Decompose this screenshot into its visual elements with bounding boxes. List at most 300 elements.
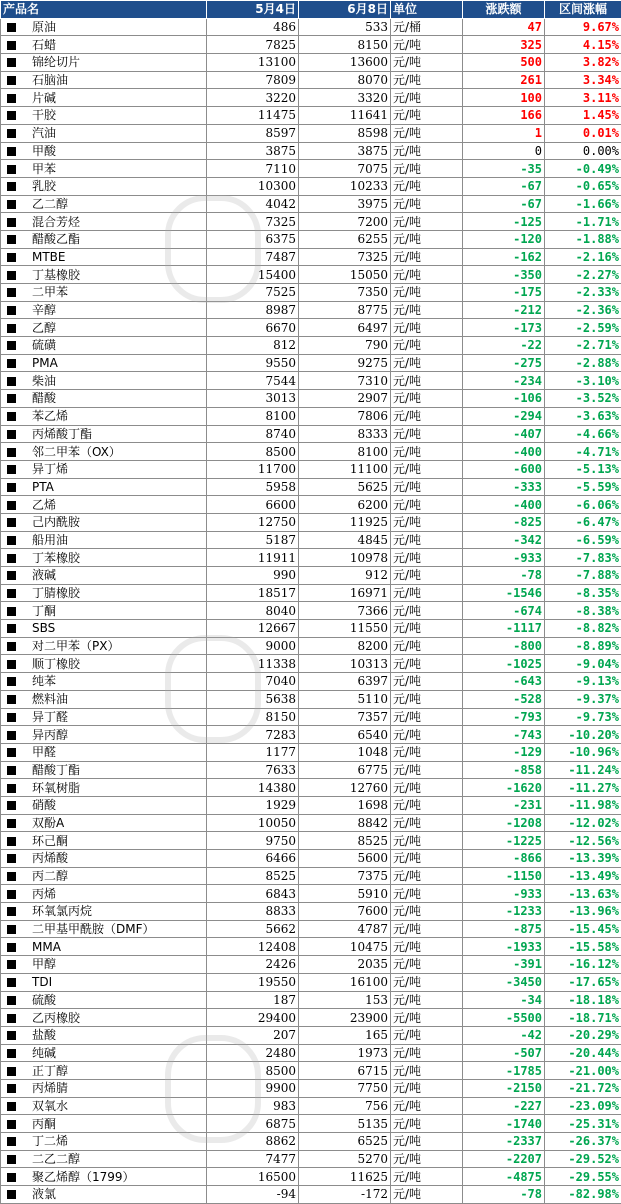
table-row (1, 390, 621, 408)
price-jun-8: 790 (299, 337, 391, 355)
price-jun-8: 8842 (299, 814, 391, 832)
price-may-4: 13100 (207, 54, 299, 72)
change-amount: -212 (463, 301, 545, 319)
bullet-square-icon (7, 996, 16, 1005)
price-may-4: 6670 (207, 319, 299, 337)
change-percent: -7.83% (545, 549, 621, 567)
table-row (1, 71, 621, 89)
unit-cell: 元/吨 (391, 513, 463, 531)
table-row (1, 726, 621, 744)
table-row (1, 743, 621, 761)
change-percent: -82.98% (545, 1186, 621, 1204)
change-amount: -643 (463, 673, 545, 691)
change-amount: -125 (463, 213, 545, 231)
product-name: 汽油 (32, 126, 56, 140)
bullet-square-icon (7, 1173, 16, 1182)
table-row (1, 796, 621, 814)
change-amount: -600 (463, 460, 545, 478)
change-amount: -294 (463, 407, 545, 425)
price-may-4: 8862 (207, 1133, 299, 1151)
unit-cell: 元/吨 (391, 248, 463, 266)
unit-cell: 元/吨 (391, 1026, 463, 1044)
bullet-square-icon (7, 589, 16, 598)
bullet-square-icon (7, 412, 16, 421)
change-amount: 0 (463, 142, 545, 160)
bullet-square-icon (7, 23, 16, 32)
unit-cell: 元/吨 (391, 1168, 463, 1186)
change-percent: -3.10% (545, 372, 621, 390)
product-name: 聚乙烯醇（1799） (32, 1170, 135, 1184)
price-jun-8: 16971 (299, 584, 391, 602)
price-may-4: 5662 (207, 920, 299, 938)
price-jun-8: 8100 (299, 443, 391, 461)
table-row (1, 107, 621, 125)
bullet-square-icon (7, 695, 16, 704)
change-percent: -1.88% (545, 230, 621, 248)
bullet-square-icon (7, 571, 16, 580)
unit-cell: 元/吨 (391, 832, 463, 850)
table-row (1, 956, 621, 974)
price-jun-8: 7375 (299, 867, 391, 885)
unit-cell: 元/吨 (391, 779, 463, 797)
table-row (1, 567, 621, 585)
change-percent: -3.63% (545, 407, 621, 425)
product-name: 甲酸 (32, 144, 56, 158)
change-amount: -275 (463, 354, 545, 372)
bullet-square-icon (7, 200, 16, 209)
unit-cell: 元/吨 (391, 885, 463, 903)
price-may-4: 12667 (207, 620, 299, 638)
bullet-square-icon (7, 854, 16, 863)
price-may-4: 8500 (207, 443, 299, 461)
product-name: 硝酸 (32, 798, 56, 812)
unit-cell: 元/吨 (391, 673, 463, 691)
table-row (1, 1026, 621, 1044)
unit-cell: 元/吨 (391, 177, 463, 195)
product-name: 对二甲苯（PX） (32, 639, 119, 653)
product-name: TDI (32, 975, 52, 989)
change-percent: -2.27% (545, 266, 621, 284)
unit-cell: 元/吨 (391, 319, 463, 337)
product-name-cell (1, 1168, 207, 1186)
price-jun-8: 6255 (299, 230, 391, 248)
product-name-cell (1, 177, 207, 195)
unit-cell: 元/吨 (391, 1097, 463, 1115)
table-row (1, 160, 621, 178)
change-amount: -342 (463, 531, 545, 549)
price-jun-8: 5910 (299, 885, 391, 903)
bullet-square-icon (7, 165, 16, 174)
unit-cell: 元/吨 (391, 1150, 463, 1168)
table-row (1, 337, 621, 355)
header-jun-8: 6月8日 (299, 1, 391, 19)
bullet-square-icon (7, 943, 16, 952)
table-row (1, 531, 621, 549)
price-may-4: 11475 (207, 107, 299, 125)
table-row (1, 761, 621, 779)
price-jun-8: 1973 (299, 1044, 391, 1062)
change-amount: -34 (463, 991, 545, 1009)
bullet-square-icon (7, 766, 16, 775)
price-may-4: 8100 (207, 407, 299, 425)
unit-cell: 元/吨 (391, 443, 463, 461)
product-name-cell (1, 1026, 207, 1044)
unit-cell: 元/吨 (391, 124, 463, 142)
table-row (1, 637, 621, 655)
price-may-4: 1177 (207, 743, 299, 761)
change-percent: -13.49% (545, 867, 621, 885)
bullet-square-icon (7, 501, 16, 510)
change-amount: -1740 (463, 1115, 545, 1133)
price-jun-8: 6200 (299, 496, 391, 514)
change-amount: -507 (463, 1044, 545, 1062)
bullet-square-icon (7, 978, 16, 987)
price-jun-8: 3320 (299, 89, 391, 107)
unit-cell: 元/吨 (391, 850, 463, 868)
change-amount: -227 (463, 1097, 545, 1115)
product-name-cell (1, 903, 207, 921)
product-name: 苯乙烯 (32, 409, 68, 423)
table-row (1, 708, 621, 726)
change-percent: -9.04% (545, 655, 621, 673)
product-name-cell (1, 956, 207, 974)
header-product-name: 产品名 (1, 1, 207, 19)
unit-cell: 元/吨 (391, 708, 463, 726)
product-name: 丙烯腈 (32, 1081, 68, 1095)
bullet-square-icon (7, 536, 16, 545)
unit-cell: 元/吨 (391, 1133, 463, 1151)
change-percent: -7.88% (545, 567, 621, 585)
unit-cell: 元/吨 (391, 142, 463, 160)
table-row (1, 407, 621, 425)
product-name: 乙烯 (32, 498, 56, 512)
product-name-cell (1, 496, 207, 514)
bullet-square-icon (7, 1014, 16, 1023)
change-amount: -858 (463, 761, 545, 779)
price-may-4: 990 (207, 567, 299, 585)
table-row (1, 673, 621, 691)
product-name-cell (1, 142, 207, 160)
product-name: 异丙醇 (32, 728, 68, 742)
change-percent: -2.33% (545, 284, 621, 302)
unit-cell: 元/吨 (391, 690, 463, 708)
table-row (1, 36, 621, 54)
table-row (1, 230, 621, 248)
product-name-cell (1, 637, 207, 655)
bullet-square-icon (7, 1049, 16, 1058)
product-name: 丁苯橡胶 (32, 551, 80, 565)
price-may-4: 7487 (207, 248, 299, 266)
product-name-cell (1, 708, 207, 726)
change-percent: -5.13% (545, 460, 621, 478)
price-jun-8: 165 (299, 1026, 391, 1044)
price-may-4: 12750 (207, 513, 299, 531)
unit-cell: 元/吨 (391, 407, 463, 425)
change-amount: -1546 (463, 584, 545, 602)
change-percent: -2.59% (545, 319, 621, 337)
bullet-square-icon (7, 554, 16, 563)
table-row (1, 195, 621, 213)
product-name-cell (1, 1186, 207, 1204)
change-amount: -1208 (463, 814, 545, 832)
product-name: 硫酸 (32, 993, 56, 1007)
table-row (1, 1079, 621, 1097)
change-percent: -13.96% (545, 903, 621, 921)
price-jun-8: 7600 (299, 903, 391, 921)
change-percent: -11.98% (545, 796, 621, 814)
table-row (1, 1044, 621, 1062)
price-may-4: 5958 (207, 478, 299, 496)
product-name-cell (1, 673, 207, 691)
product-name-cell (1, 602, 207, 620)
product-name: 甲苯 (32, 162, 56, 176)
product-name: 正丁醇 (32, 1064, 68, 1078)
bullet-square-icon (7, 731, 16, 740)
product-name-cell (1, 814, 207, 832)
price-may-4: 8150 (207, 708, 299, 726)
unit-cell: 元/吨 (391, 1062, 463, 1080)
product-name-cell (1, 991, 207, 1009)
bullet-square-icon (7, 147, 16, 156)
price-jun-8: -172 (299, 1186, 391, 1204)
table-row (1, 549, 621, 567)
product-name: 硫磺 (32, 338, 56, 352)
price-jun-8: 2907 (299, 390, 391, 408)
price-jun-8: 10978 (299, 549, 391, 567)
unit-cell: 元/吨 (391, 637, 463, 655)
header-row (1, 1, 621, 19)
price-jun-8: 2035 (299, 956, 391, 974)
change-percent: -5.59% (545, 478, 621, 496)
product-name: 环己酮 (32, 834, 68, 848)
price-may-4: 8525 (207, 867, 299, 885)
change-percent: 0.00% (545, 142, 621, 160)
price-jun-8: 10233 (299, 177, 391, 195)
product-name: 丙二醇 (32, 869, 68, 883)
unit-cell: 元/吨 (391, 213, 463, 231)
product-name: 丁腈橡胶 (32, 586, 80, 600)
unit-cell: 元/吨 (391, 107, 463, 125)
product-name: 燃料油 (32, 692, 68, 706)
bullet-square-icon (7, 288, 16, 297)
price-may-4: 207 (207, 1026, 299, 1044)
table-row (1, 89, 621, 107)
table-row (1, 177, 621, 195)
header-change-amount: 涨跌额 (463, 1, 545, 19)
change-amount: -2337 (463, 1133, 545, 1151)
unit-cell: 元/吨 (391, 814, 463, 832)
price-may-4: 3875 (207, 142, 299, 160)
bullet-square-icon (7, 872, 16, 881)
price-may-4: 4042 (207, 195, 299, 213)
price-jun-8: 4787 (299, 920, 391, 938)
price-jun-8: 7357 (299, 708, 391, 726)
price-jun-8: 10475 (299, 938, 391, 956)
product-name: 二甲苯 (32, 285, 68, 299)
bullet-square-icon (7, 960, 16, 969)
bullet-square-icon (7, 1155, 16, 1164)
product-name-cell (1, 195, 207, 213)
bullet-square-icon (7, 677, 16, 686)
table-row (1, 213, 621, 231)
unit-cell: 元/吨 (391, 531, 463, 549)
change-percent: -8.82% (545, 620, 621, 638)
product-name: 液氯 (32, 1187, 56, 1201)
unit-cell: 元/吨 (391, 726, 463, 744)
unit-cell: 元/吨 (391, 655, 463, 673)
price-may-4: 7633 (207, 761, 299, 779)
unit-cell: 元/吨 (391, 867, 463, 885)
change-amount: -1233 (463, 903, 545, 921)
bullet-square-icon (7, 218, 16, 227)
price-may-4: 7110 (207, 160, 299, 178)
bullet-square-icon (7, 483, 16, 492)
bullet-square-icon (7, 907, 16, 916)
unit-cell: 元/吨 (391, 920, 463, 938)
price-jun-8: 8525 (299, 832, 391, 850)
product-name: 丁基橡胶 (32, 268, 80, 282)
change-amount: 166 (463, 107, 545, 125)
table-row (1, 938, 621, 956)
product-name-cell (1, 832, 207, 850)
bullet-square-icon (7, 624, 16, 633)
change-percent: -9.73% (545, 708, 621, 726)
price-jun-8: 23900 (299, 1009, 391, 1027)
table-row (1, 690, 621, 708)
header-unit: 单位 (391, 1, 463, 19)
unit-cell: 元/吨 (391, 549, 463, 567)
price-may-4: -94 (207, 1186, 299, 1204)
change-percent: -23.09% (545, 1097, 621, 1115)
bullet-square-icon (7, 837, 16, 846)
product-name: MTBE (32, 250, 66, 264)
price-may-4: 15400 (207, 266, 299, 284)
bullet-square-icon (7, 377, 16, 386)
price-may-4: 2426 (207, 956, 299, 974)
table-row (1, 973, 621, 991)
change-amount: -350 (463, 266, 545, 284)
change-amount: -120 (463, 230, 545, 248)
price-jun-8: 9275 (299, 354, 391, 372)
product-name-cell (1, 372, 207, 390)
product-name-cell (1, 620, 207, 638)
product-name-cell (1, 938, 207, 956)
unit-cell: 元/吨 (391, 1009, 463, 1027)
price-jun-8: 6497 (299, 319, 391, 337)
product-name: 丙烯 (32, 887, 56, 901)
change-amount: -175 (463, 284, 545, 302)
price-may-4: 10050 (207, 814, 299, 832)
product-name-cell (1, 337, 207, 355)
bullet-square-icon (7, 430, 16, 439)
product-name-cell (1, 549, 207, 567)
change-amount: -22 (463, 337, 545, 355)
unit-cell: 元/吨 (391, 620, 463, 638)
change-amount: -4875 (463, 1168, 545, 1186)
product-name: 丙烯酸丁酯 (32, 427, 92, 441)
unit-cell: 元/吨 (391, 160, 463, 178)
price-jun-8: 6525 (299, 1133, 391, 1151)
bullet-square-icon (7, 306, 16, 315)
product-name-cell (1, 390, 207, 408)
table-row (1, 850, 621, 868)
table-row (1, 832, 621, 850)
price-jun-8: 6397 (299, 673, 391, 691)
unit-cell: 元/吨 (391, 743, 463, 761)
product-name-cell (1, 584, 207, 602)
product-name: SBS (32, 621, 55, 635)
change-percent: -0.49% (545, 160, 621, 178)
table-row (1, 779, 621, 797)
change-amount: -3450 (463, 973, 545, 991)
change-amount: -333 (463, 478, 545, 496)
price-jun-8: 3975 (299, 195, 391, 213)
product-name-cell (1, 248, 207, 266)
table-row (1, 991, 621, 1009)
bullet-square-icon (7, 324, 16, 333)
price-may-4: 7544 (207, 372, 299, 390)
change-percent: -6.59% (545, 531, 621, 549)
product-name-cell (1, 973, 207, 991)
unit-cell: 元/吨 (391, 460, 463, 478)
unit-cell: 元/吨 (391, 973, 463, 991)
product-name: PMA (32, 356, 58, 370)
bullet-square-icon (7, 182, 16, 191)
unit-cell: 元/吨 (391, 337, 463, 355)
price-jun-8: 912 (299, 567, 391, 585)
bullet-square-icon (7, 129, 16, 138)
product-name-cell (1, 460, 207, 478)
bullet-square-icon (7, 642, 16, 651)
price-may-4: 8500 (207, 1062, 299, 1080)
table-row (1, 920, 621, 938)
price-jun-8: 10313 (299, 655, 391, 673)
price-jun-8: 8150 (299, 36, 391, 54)
table-row (1, 319, 621, 337)
change-amount: 500 (463, 54, 545, 72)
change-amount: -1785 (463, 1062, 545, 1080)
change-amount: 100 (463, 89, 545, 107)
change-amount: 261 (463, 71, 545, 89)
price-may-4: 6375 (207, 230, 299, 248)
change-percent: -4.66% (545, 425, 621, 443)
price-jun-8: 533 (299, 18, 391, 36)
product-name: 异丁醛 (32, 710, 68, 724)
product-name-cell (1, 124, 207, 142)
product-name: 醋酸乙酯 (32, 232, 80, 246)
change-amount: -1150 (463, 867, 545, 885)
price-jun-8: 1698 (299, 796, 391, 814)
product-name-cell (1, 513, 207, 531)
bullet-square-icon (7, 1031, 16, 1040)
price-jun-8: 3875 (299, 142, 391, 160)
change-amount: -67 (463, 195, 545, 213)
change-percent: -8.38% (545, 602, 621, 620)
bullet-square-icon (7, 784, 16, 793)
product-name: 丙烯酸 (32, 851, 68, 865)
product-name: 甲醇 (32, 957, 56, 971)
change-amount: -674 (463, 602, 545, 620)
change-amount: -400 (463, 496, 545, 514)
product-name-cell (1, 796, 207, 814)
change-percent: 3.34% (545, 71, 621, 89)
bullet-square-icon (7, 253, 16, 262)
price-jun-8: 8333 (299, 425, 391, 443)
change-amount: -78 (463, 567, 545, 585)
price-may-4: 8987 (207, 301, 299, 319)
price-may-4: 8597 (207, 124, 299, 142)
price-may-4: 7477 (207, 1150, 299, 1168)
